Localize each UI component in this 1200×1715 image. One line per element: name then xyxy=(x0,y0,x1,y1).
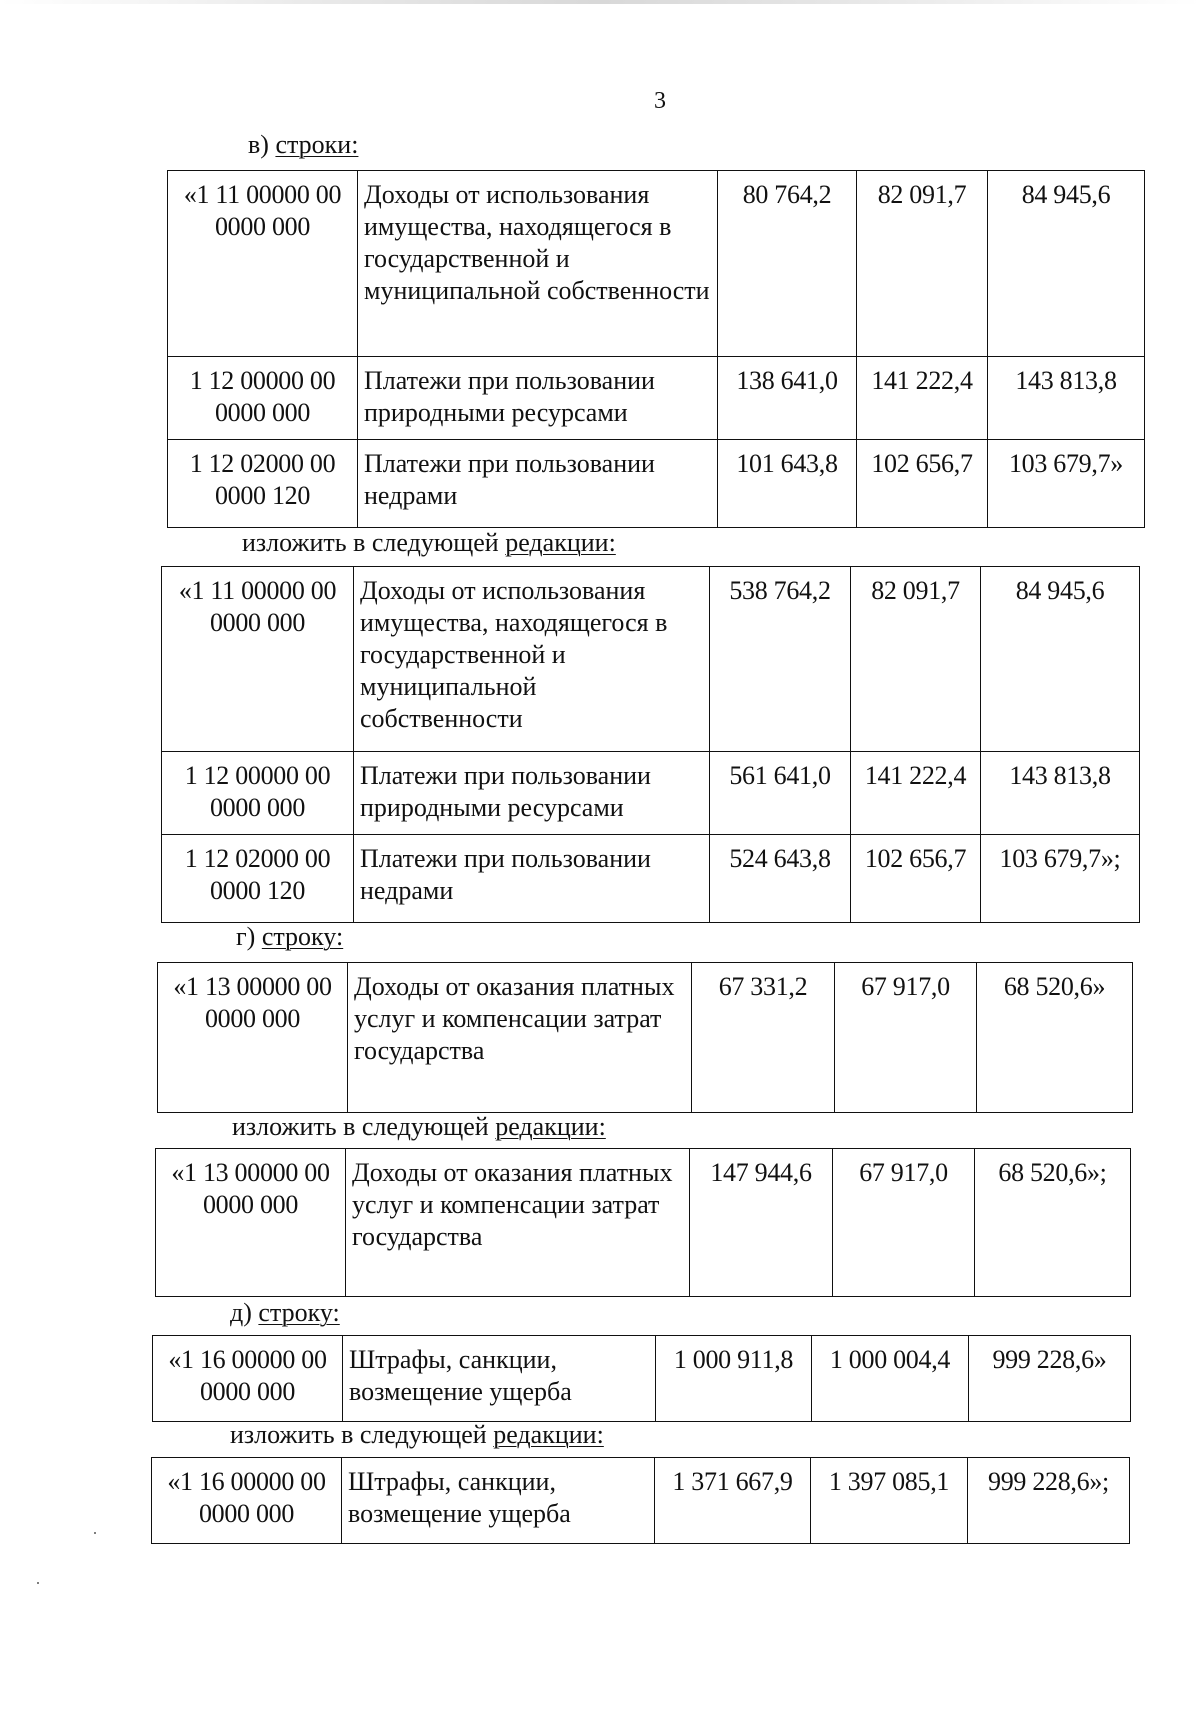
row-value-2: 141 222,4 xyxy=(851,752,981,835)
row-code: «1 13 00000 00 0000 000 xyxy=(156,1149,346,1297)
row-value-2: 67 917,0 xyxy=(835,963,977,1113)
row-code: 1 12 02000 00 0000 120 xyxy=(162,835,354,923)
table-row xyxy=(152,1458,1130,1544)
scan-speck xyxy=(94,1532,96,1534)
table-d-original xyxy=(152,1335,1131,1422)
label-underlined: строку: xyxy=(261,922,344,951)
row-value-1: 80 764,2 xyxy=(718,171,857,357)
row-name: Платежи при пользовании недрами xyxy=(354,835,710,923)
row-name: Штрафы, санкции, возмещение ущерба xyxy=(342,1458,655,1544)
label-prefix: изложить в следующей xyxy=(242,528,506,557)
section-label-new-3 xyxy=(230,1420,604,1450)
row-value-1: 524 643,8 xyxy=(710,835,851,923)
row-code: «1 16 00000 00 0000 000 xyxy=(153,1336,343,1422)
row-value-1: 561 641,0 xyxy=(710,752,851,835)
label-prefix: в) xyxy=(248,130,276,159)
table-row xyxy=(162,752,1140,835)
table-row xyxy=(168,440,1145,528)
label-prefix: г) xyxy=(236,922,262,951)
row-value-3: 143 813,8 xyxy=(981,752,1140,835)
scan-speck xyxy=(37,1582,39,1584)
row-value-2: 102 656,7 xyxy=(857,440,988,528)
row-value-2: 1 000 004,4 xyxy=(812,1336,969,1422)
label-underlined: строки: xyxy=(275,130,359,159)
row-value-3: 68 520,6»; xyxy=(975,1149,1131,1297)
row-name: Доходы от использования имущества, находящегося в государственной и муниципальной собственности xyxy=(358,171,718,357)
row-code: «1 11 00000 00 0000 000 xyxy=(168,171,358,357)
row-value-1: 67 331,2 xyxy=(692,963,835,1113)
scan-top-edge xyxy=(0,0,1200,4)
table-row xyxy=(162,835,1140,923)
row-name: Платежи при пользовании природными ресурсами xyxy=(354,752,710,835)
label-prefix: изложить в следующей xyxy=(232,1112,496,1141)
row-value-3: 999 228,6»; xyxy=(968,1458,1130,1544)
row-value-1: 1 000 911,8 xyxy=(656,1336,812,1422)
row-name: Доходы от использования имущества, находящегося в государственной и муниципальной собственности xyxy=(354,567,710,752)
row-code: «1 11 00000 00 0000 000 xyxy=(162,567,354,752)
section-label-new-1 xyxy=(242,528,616,558)
row-name: Платежи при пользовании недрами xyxy=(358,440,718,528)
table-g-new xyxy=(155,1148,1131,1297)
row-value-3: 103 679,7» xyxy=(988,440,1145,528)
row-name: Платежи при пользовании природными ресурсами xyxy=(358,357,718,440)
row-value-1: 147 944,6 xyxy=(690,1149,833,1297)
row-value-2: 67 917,0 xyxy=(833,1149,975,1297)
row-name: Доходы от оказания платных услуг и компенсации затрат государства xyxy=(346,1149,690,1297)
row-value-2: 102 656,7 xyxy=(851,835,981,923)
row-value-3: 999 228,6» xyxy=(969,1336,1131,1422)
label-underlined: редакции: xyxy=(493,1420,604,1449)
row-value-3: 84 945,6 xyxy=(981,567,1140,752)
row-value-2: 1 397 085,1 xyxy=(811,1458,968,1544)
row-value-3: 103 679,7»; xyxy=(981,835,1140,923)
row-code: 1 12 00000 00 0000 000 xyxy=(168,357,358,440)
row-code: 1 12 00000 00 0000 000 xyxy=(162,752,354,835)
table-row xyxy=(168,171,1145,357)
section-label-v xyxy=(248,130,358,160)
row-value-3: 84 945,6 xyxy=(988,171,1145,357)
table-d-new xyxy=(151,1457,1130,1544)
table-row xyxy=(153,1336,1131,1422)
table-row xyxy=(168,357,1145,440)
row-name: Штрафы, санкции, возмещение ущерба xyxy=(343,1336,656,1422)
row-value-1: 1 371 667,9 xyxy=(655,1458,811,1544)
row-value-1: 538 764,2 xyxy=(710,567,851,752)
label-underlined: редакции: xyxy=(505,528,616,557)
table-v-original xyxy=(167,170,1145,528)
row-code: «1 13 00000 00 0000 000 xyxy=(158,963,348,1113)
table-g-original xyxy=(157,962,1133,1113)
table-v-new xyxy=(161,566,1140,923)
row-value-1: 138 641,0 xyxy=(718,357,857,440)
section-label-d xyxy=(230,1298,340,1328)
label-underlined: редакции: xyxy=(495,1112,606,1141)
table-row xyxy=(158,963,1133,1113)
label-prefix: изложить в следующей xyxy=(230,1420,494,1449)
section-label-new-2 xyxy=(232,1112,606,1142)
page-number: 3 xyxy=(654,88,666,114)
row-name: Доходы от оказания платных услуг и компенсации затрат государства xyxy=(348,963,692,1113)
row-code: 1 12 02000 00 0000 120 xyxy=(168,440,358,528)
row-value-2: 141 222,4 xyxy=(857,357,988,440)
row-value-1: 101 643,8 xyxy=(718,440,857,528)
table-row xyxy=(156,1149,1131,1297)
section-label-g xyxy=(236,922,343,952)
label-prefix: д) xyxy=(230,1298,259,1327)
row-value-2: 82 091,7 xyxy=(857,171,988,357)
row-value-3: 143 813,8 xyxy=(988,357,1145,440)
row-value-3: 68 520,6» xyxy=(977,963,1133,1113)
row-code: «1 16 00000 00 0000 000 xyxy=(152,1458,342,1544)
label-underlined: строку: xyxy=(258,1298,340,1327)
table-row xyxy=(162,567,1140,752)
row-value-2: 82 091,7 xyxy=(851,567,981,752)
